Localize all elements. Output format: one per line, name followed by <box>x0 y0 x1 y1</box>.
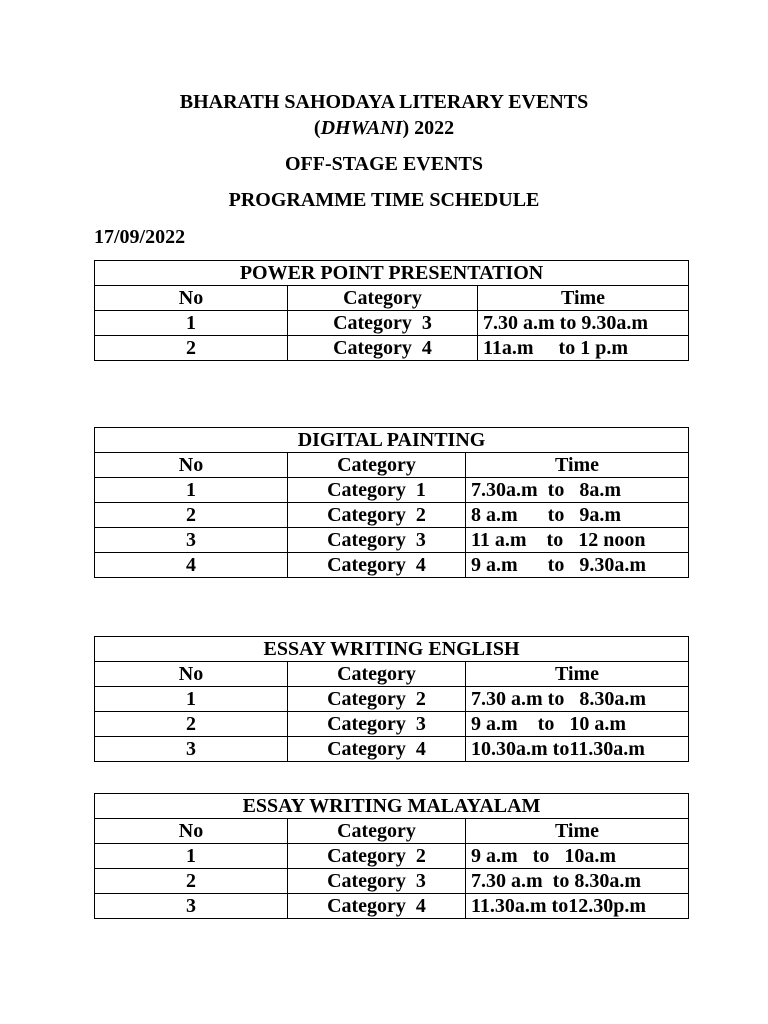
festival-year: ) 2022 <box>402 117 455 139</box>
cell-category: Category 4 <box>288 894 466 919</box>
cell-time: 7.30 a.m to 9.30a.m <box>478 311 689 336</box>
cell-no: 2 <box>95 869 288 894</box>
cell-category: Category 1 <box>288 478 466 503</box>
column-header-category: Category <box>288 286 478 311</box>
column-header-time: Time <box>466 662 689 687</box>
table-power-point-presentation <box>94 260 689 361</box>
cell-category: Category 3 <box>288 869 466 894</box>
cell-time: 11a.m to 1 p.m <box>478 336 689 361</box>
table-title: DIGITAL PAINTING <box>95 428 689 453</box>
table-row <box>95 712 689 737</box>
table-essay-writing-malayalam <box>94 793 689 919</box>
column-header-time: Time <box>478 286 689 311</box>
column-header-no: No <box>95 453 288 478</box>
cell-time: 9 a.m to 10a.m <box>466 844 689 869</box>
column-header-time: Time <box>466 453 689 478</box>
heading-event-name: BHARATH SAHODAYA LITERARY EVENTS <box>179 91 589 113</box>
cell-no: 1 <box>95 844 288 869</box>
table-row <box>95 478 689 503</box>
cell-no: 2 <box>95 503 288 528</box>
heading-off-stage: OFF-STAGE EVENTS <box>285 153 483 175</box>
table-row <box>95 528 689 553</box>
table-essay-writing-english <box>94 636 689 762</box>
table-row <box>95 503 689 528</box>
cell-category: Category 4 <box>288 737 466 762</box>
heading-festival-name <box>0 116 768 140</box>
cell-category: Category 2 <box>288 687 466 712</box>
cell-no: 2 <box>95 712 288 737</box>
table-row <box>95 336 689 361</box>
column-header-no: No <box>95 286 288 311</box>
cell-no: 2 <box>95 336 288 361</box>
table-row <box>95 687 689 712</box>
table-row <box>95 553 689 578</box>
table-row <box>95 869 689 894</box>
table-row <box>95 844 689 869</box>
cell-time: 7.30a.m to 8a.m <box>466 478 689 503</box>
cell-no: 1 <box>95 311 288 336</box>
cell-time: 9 a.m to 9.30a.m <box>466 553 689 578</box>
cell-no: 3 <box>95 737 288 762</box>
table-title: POWER POINT PRESENTATION <box>95 261 689 286</box>
cell-time: 9 a.m to 10 a.m <box>466 712 689 737</box>
table-row <box>95 737 689 762</box>
cell-no: 3 <box>95 894 288 919</box>
cell-no: 3 <box>95 528 288 553</box>
cell-category: Category 3 <box>288 311 478 336</box>
column-header-category: Category <box>288 819 466 844</box>
cell-category: Category 2 <box>288 503 466 528</box>
cell-time: 11 a.m to 12 noon <box>466 528 689 553</box>
cell-category: Category 4 <box>288 336 478 361</box>
column-header-time: Time <box>466 819 689 844</box>
cell-time: 10.30a.m to11.30a.m <box>466 737 689 762</box>
cell-time: 7.30 a.m to 8.30a.m <box>466 869 689 894</box>
table-title: ESSAY WRITING MALAYALAM <box>95 794 689 819</box>
table-row <box>95 894 689 919</box>
paren-open: ( <box>313 117 321 139</box>
cell-time: 11.30a.m to12.30p.m <box>466 894 689 919</box>
cell-time: 8 a.m to 9a.m <box>466 503 689 528</box>
cell-no: 1 <box>95 478 288 503</box>
column-header-no: No <box>95 662 288 687</box>
cell-category: Category 3 <box>288 528 466 553</box>
table-row <box>95 311 689 336</box>
column-header-no: No <box>95 819 288 844</box>
festival-name-italic: DHWANI <box>320 117 403 139</box>
table-digital-painting <box>94 427 689 578</box>
column-header-category: Category <box>288 662 466 687</box>
cell-category: Category 3 <box>288 712 466 737</box>
cell-category: Category 4 <box>288 553 466 578</box>
schedule-date: 17/09/2022 <box>94 226 186 248</box>
cell-time: 7.30 a.m to 8.30a.m <box>466 687 689 712</box>
table-title: ESSAY WRITING ENGLISH <box>95 637 689 662</box>
cell-category: Category 2 <box>288 844 466 869</box>
column-header-category: Category <box>288 453 466 478</box>
cell-no: 4 <box>95 553 288 578</box>
cell-no: 1 <box>95 687 288 712</box>
heading-schedule: PROGRAMME TIME SCHEDULE <box>228 189 540 211</box>
